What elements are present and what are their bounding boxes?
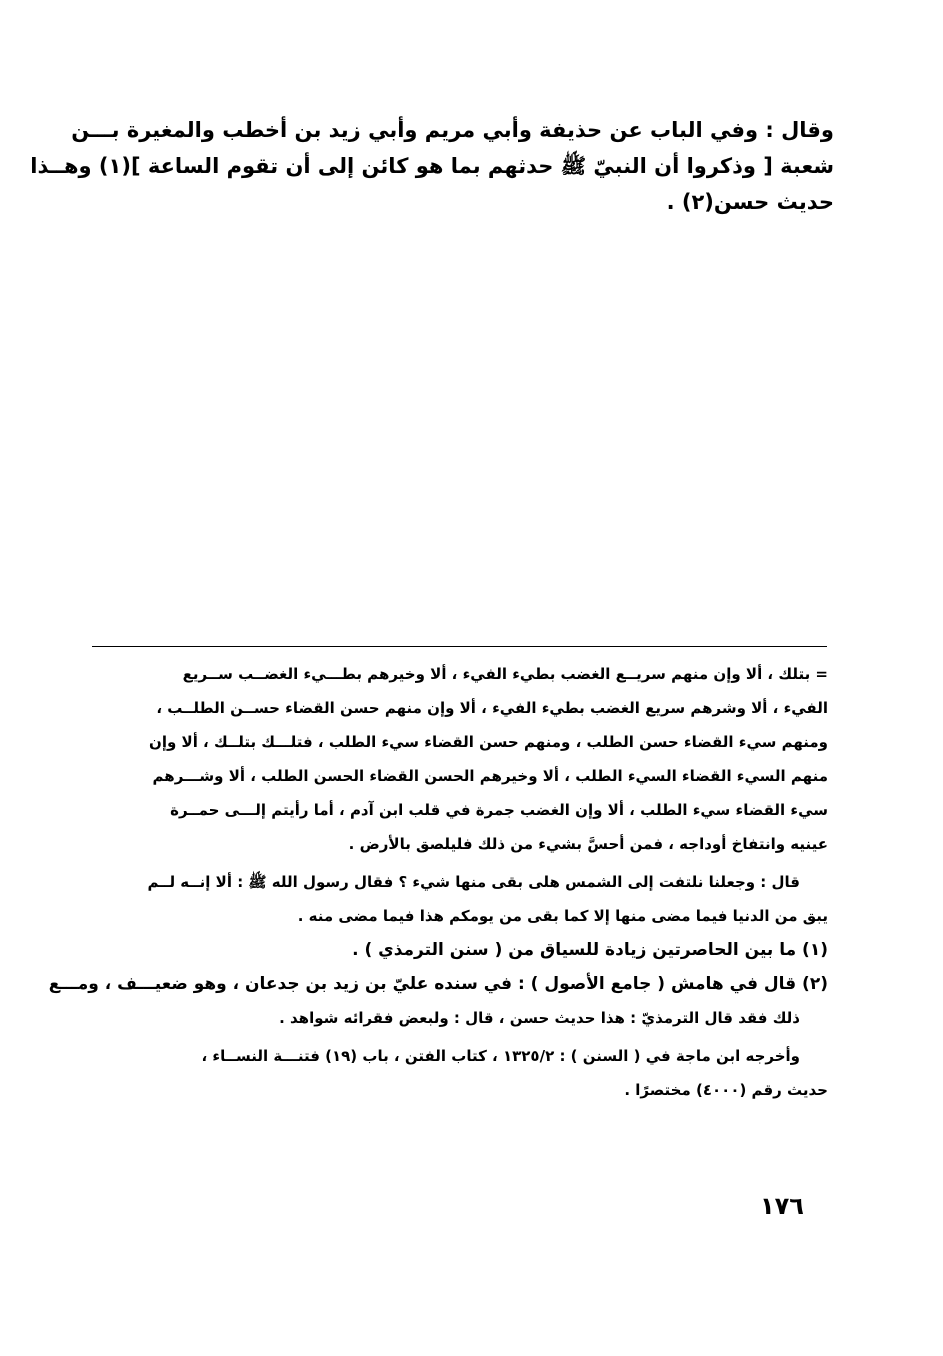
main-text-line: حديث حسن(٢) .: [666, 190, 834, 214]
footnote-divider: [92, 646, 827, 647]
main-text-line: شعبة [ وذكروا أن النبيّ ﷺ حدثهم بما هو كائن إلى أن تقوم الساعة ](١) وهــذا: [30, 154, 834, 178]
footnote-continuation-line: ومنهم سيء القضاء حسن الطلب ، ومنهم حسن القضاء سيء الطلب ، فتلـــك بتلــك ، ألا وإن: [149, 733, 828, 751]
footnotes-section: [48, 660, 828, 1104]
main-body-text: [30, 112, 834, 220]
footnote-continuation-line: الفيء ، ألا وشرهم سريع الغضب بطيء الفيء ، ألا وإن منهم حسن القضاء حســن الطلــب ،: [156, 699, 828, 717]
footnote-2-line: وأخرجه ابن ماجة في ( السنن ) : ١٣٢٥/٢ ، كتاب الفتن ، باب (١٩) فتنـــة النســاء ،: [201, 1047, 800, 1065]
main-text-line: وقال : وفي الباب عن حذيفة وأبي مريم وأبي زيد بن أخطب والمغيرة بـــن: [71, 118, 834, 142]
footnote-continuation-line: يبق من الدنيا فيما مضى منها إلا كما بقى من يومكم هذا فيما مضى منه .: [297, 907, 828, 925]
footnote-2-line: ذلك فقد قال الترمذيّ : هذا حديث حسن ، قال : ولبعض فقرائه شواهد .: [279, 1009, 800, 1027]
footnote-continuation-line: = بتلك ، ألا وإن منهم سريــع الغضب بطيء الفيء ، ألا وخيرهم بطـــيء الغضــب ســريع: [182, 665, 828, 683]
page-number: ١٧٦: [760, 1192, 804, 1220]
footnote-2: (٢) قال في هامش ( جامع الأصول ) : في سنده عليّ بن زيد بن جدعان ، وهو ضعيـــف ، ومـــع: [48, 974, 828, 994]
footnote-continuation-line: منهم السيء القضاء السيء الطلب ، ألا وخيرهم الحسن القضاء الحسن الطلب ، ألا وشـــرهم: [152, 767, 828, 785]
footnote-continuation-line: قال : وجعلنا نلتفت إلى الشمس هلى بقى منها شيء ؟ فقال رسول الله ﷺ : ألا إنــه لــم: [147, 873, 800, 891]
footnote-continuation-line: سيء القضاء سيء الطلب ، ألا وإن الغضب جمرة في قلب ابن آدم ، أما رأيتم إلـــى حمــرة: [170, 801, 828, 819]
footnote-1: (١) ما بين الحاصرتين زيادة للسياق من ( سنن الترمذي ) .: [352, 940, 828, 960]
footnote-continuation-line: عينيه وانتفاخ أوداجه ، فمن أحسَّ بشيء من ذلك فليلصق بالأرض .: [348, 835, 828, 853]
footnote-2-line: حديث رقم (٤٠٠٠) مختصرًا .: [624, 1081, 828, 1099]
